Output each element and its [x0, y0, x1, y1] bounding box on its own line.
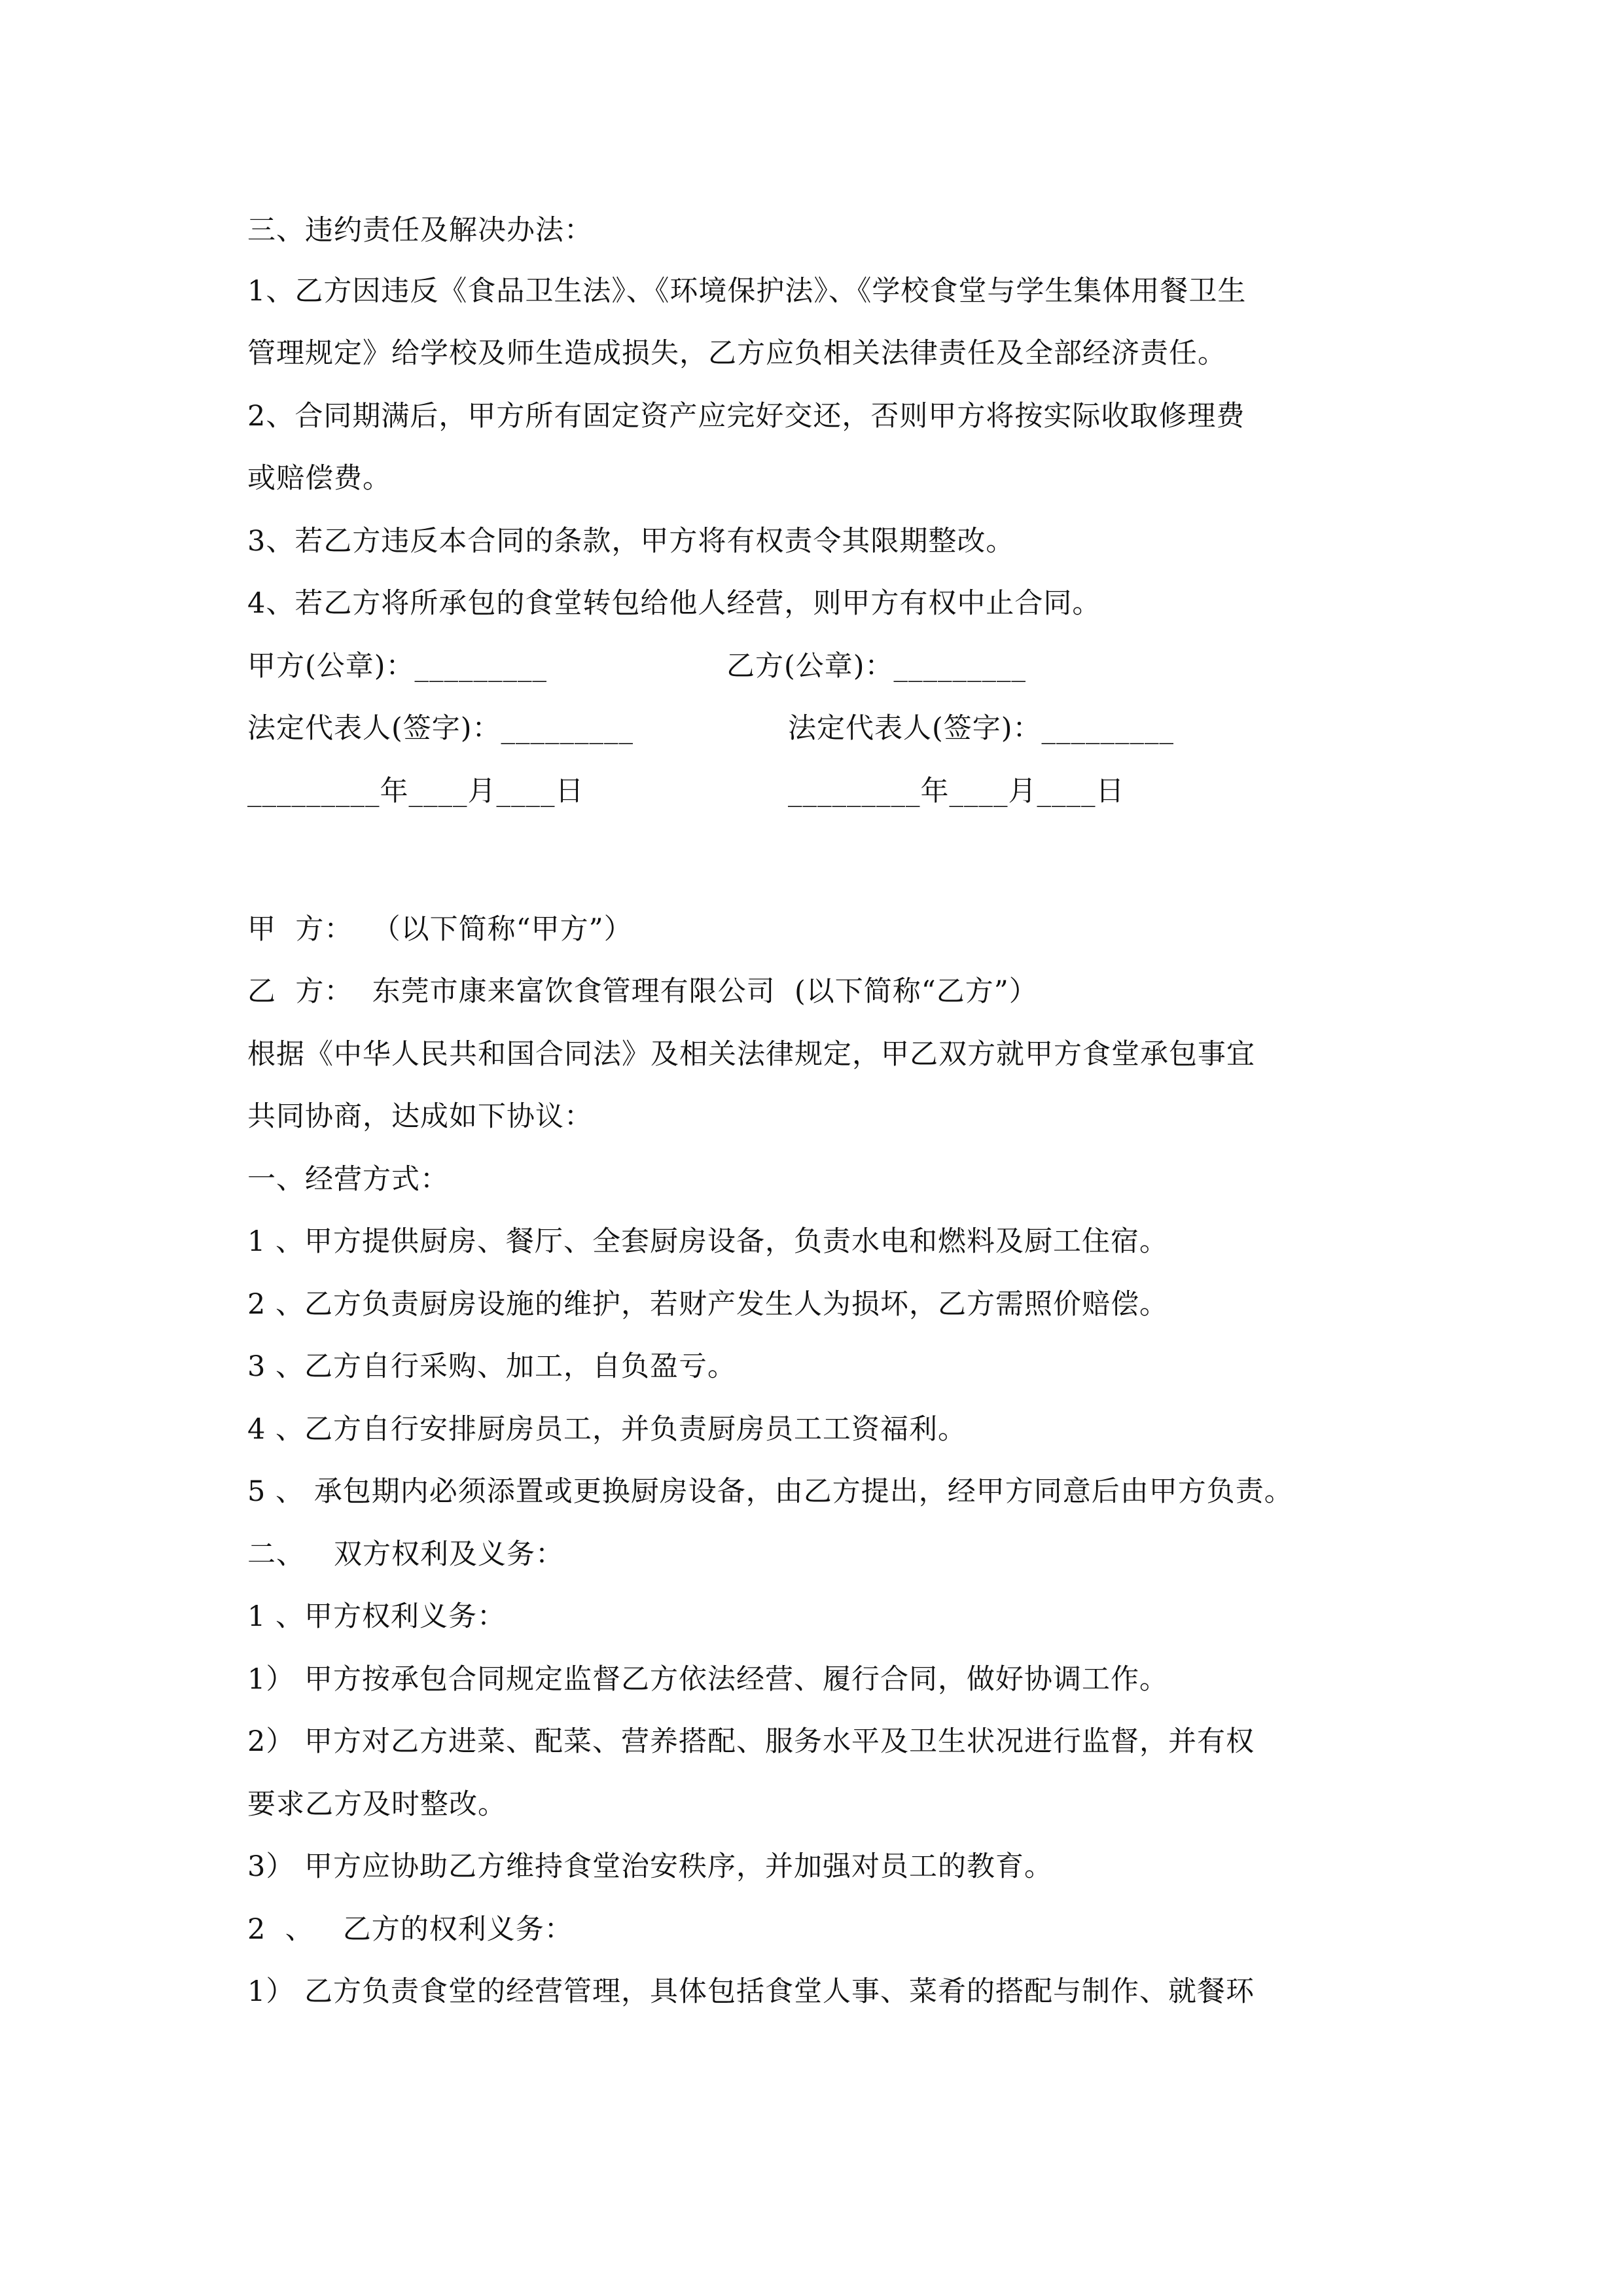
section-1-item-1: 1 、甲方提供厨房、餐厅、全套厨房设备，负责水电和燃料及厨工住宿。 — [247, 1225, 1169, 1258]
signature-date-a: _________年____月____日 — [247, 775, 584, 808]
party-b-line: 乙 方： 东莞市康来富饮食管理有限公司 (以下简称“乙方”） — [247, 975, 1038, 1008]
section-3-item-2-line-2: 或赔偿费。 — [247, 462, 391, 495]
section-3-item-1-line-2: 管理规定》给学校及师生造成损失，乙方应负相关法律责任及全部经济责任。 — [247, 337, 1226, 370]
signature-rep-b: 法定代表人(签字)：_________ — [788, 712, 1175, 745]
section-2-sub-2: 2 、 乙方的权利义务： — [247, 1913, 573, 1946]
signature-party-b-seal: 乙方(公章)：_________ — [726, 650, 1027, 683]
section-1-item-2: 2 、乙方负责厨房设施的维护，若财产发生人为损坏，乙方需照价赔偿。 — [247, 1288, 1169, 1321]
section-3-item-3: 3、若乙方违反本合同的条款，甲方将有权责令其限期整改。 — [247, 525, 1015, 558]
section-2-sub-1-item-1: 1） 甲方按承包合同规定监督乙方依法经营、履行合同，做好协调工作。 — [247, 1663, 1169, 1696]
section-1-title: 一、经营方式： — [247, 1163, 449, 1196]
section-1-item-3: 3 、乙方自行采购、加工，自负盈亏。 — [247, 1350, 737, 1383]
section-2-sub-2-item-1-line-1: 1） 乙方负责食堂的经营管理，具体包括食堂人事、菜肴的搭配与制作、就餐环 — [247, 1975, 1255, 2008]
section-2-title: 二、 双方权利及义务： — [247, 1538, 565, 1571]
section-3-item-2-line-1: 2、合同期满后，甲方所有固定资产应完好交还，否则甲方将按实际收取修理费 — [247, 400, 1245, 433]
section-3-item-1-line-1: 1、乙方因违反《食品卫生法》、《环境保护法》、《学校食堂与学生集体用餐卫生 — [247, 275, 1247, 308]
signature-rep-a: 法定代表人(签字)：_________ — [247, 712, 634, 745]
section-1-item-5: 5 、 承包期内必须添置或更换厨房设备，由乙方提出，经甲方同意后由甲方负责。 — [247, 1475, 1293, 1508]
section-3-title: 三、违约责任及解决办法： — [247, 214, 593, 247]
section-1-item-4: 4 、乙方自行安排厨房员工，并负责厨房员工工资福利。 — [247, 1413, 967, 1446]
section-2-sub-1-item-2-line-1: 2） 甲方对乙方进菜、配菜、营养搭配、服务水平及卫生状况进行监督，并有权 — [247, 1725, 1255, 1758]
signature-date-b: _________年____月____日 — [788, 775, 1125, 808]
section-2-sub-1-item-2-line-2: 要求乙方及时整改。 — [247, 1788, 507, 1821]
section-3-item-4: 4、若乙方将所承包的食堂转包给他人经营，则甲方有权中止合同。 — [247, 587, 1101, 620]
section-2-sub-1-item-3: 3） 甲方应协助乙方维持食堂治安秩序，并加强对员工的教育。 — [247, 1850, 1054, 1883]
intro-line-2: 共同协商，达成如下协议： — [247, 1100, 593, 1133]
signature-party-a-seal: 甲方(公章)：_________ — [247, 650, 548, 683]
section-2-sub-1: 1 、甲方权利义务： — [247, 1600, 507, 1633]
party-a-line: 甲 方： （以下简称“甲方”） — [247, 913, 633, 946]
intro-line-1: 根据《中华人民共和国合同法》及相关法律规定，甲乙双方就甲方食堂承包事宜 — [247, 1038, 1255, 1071]
